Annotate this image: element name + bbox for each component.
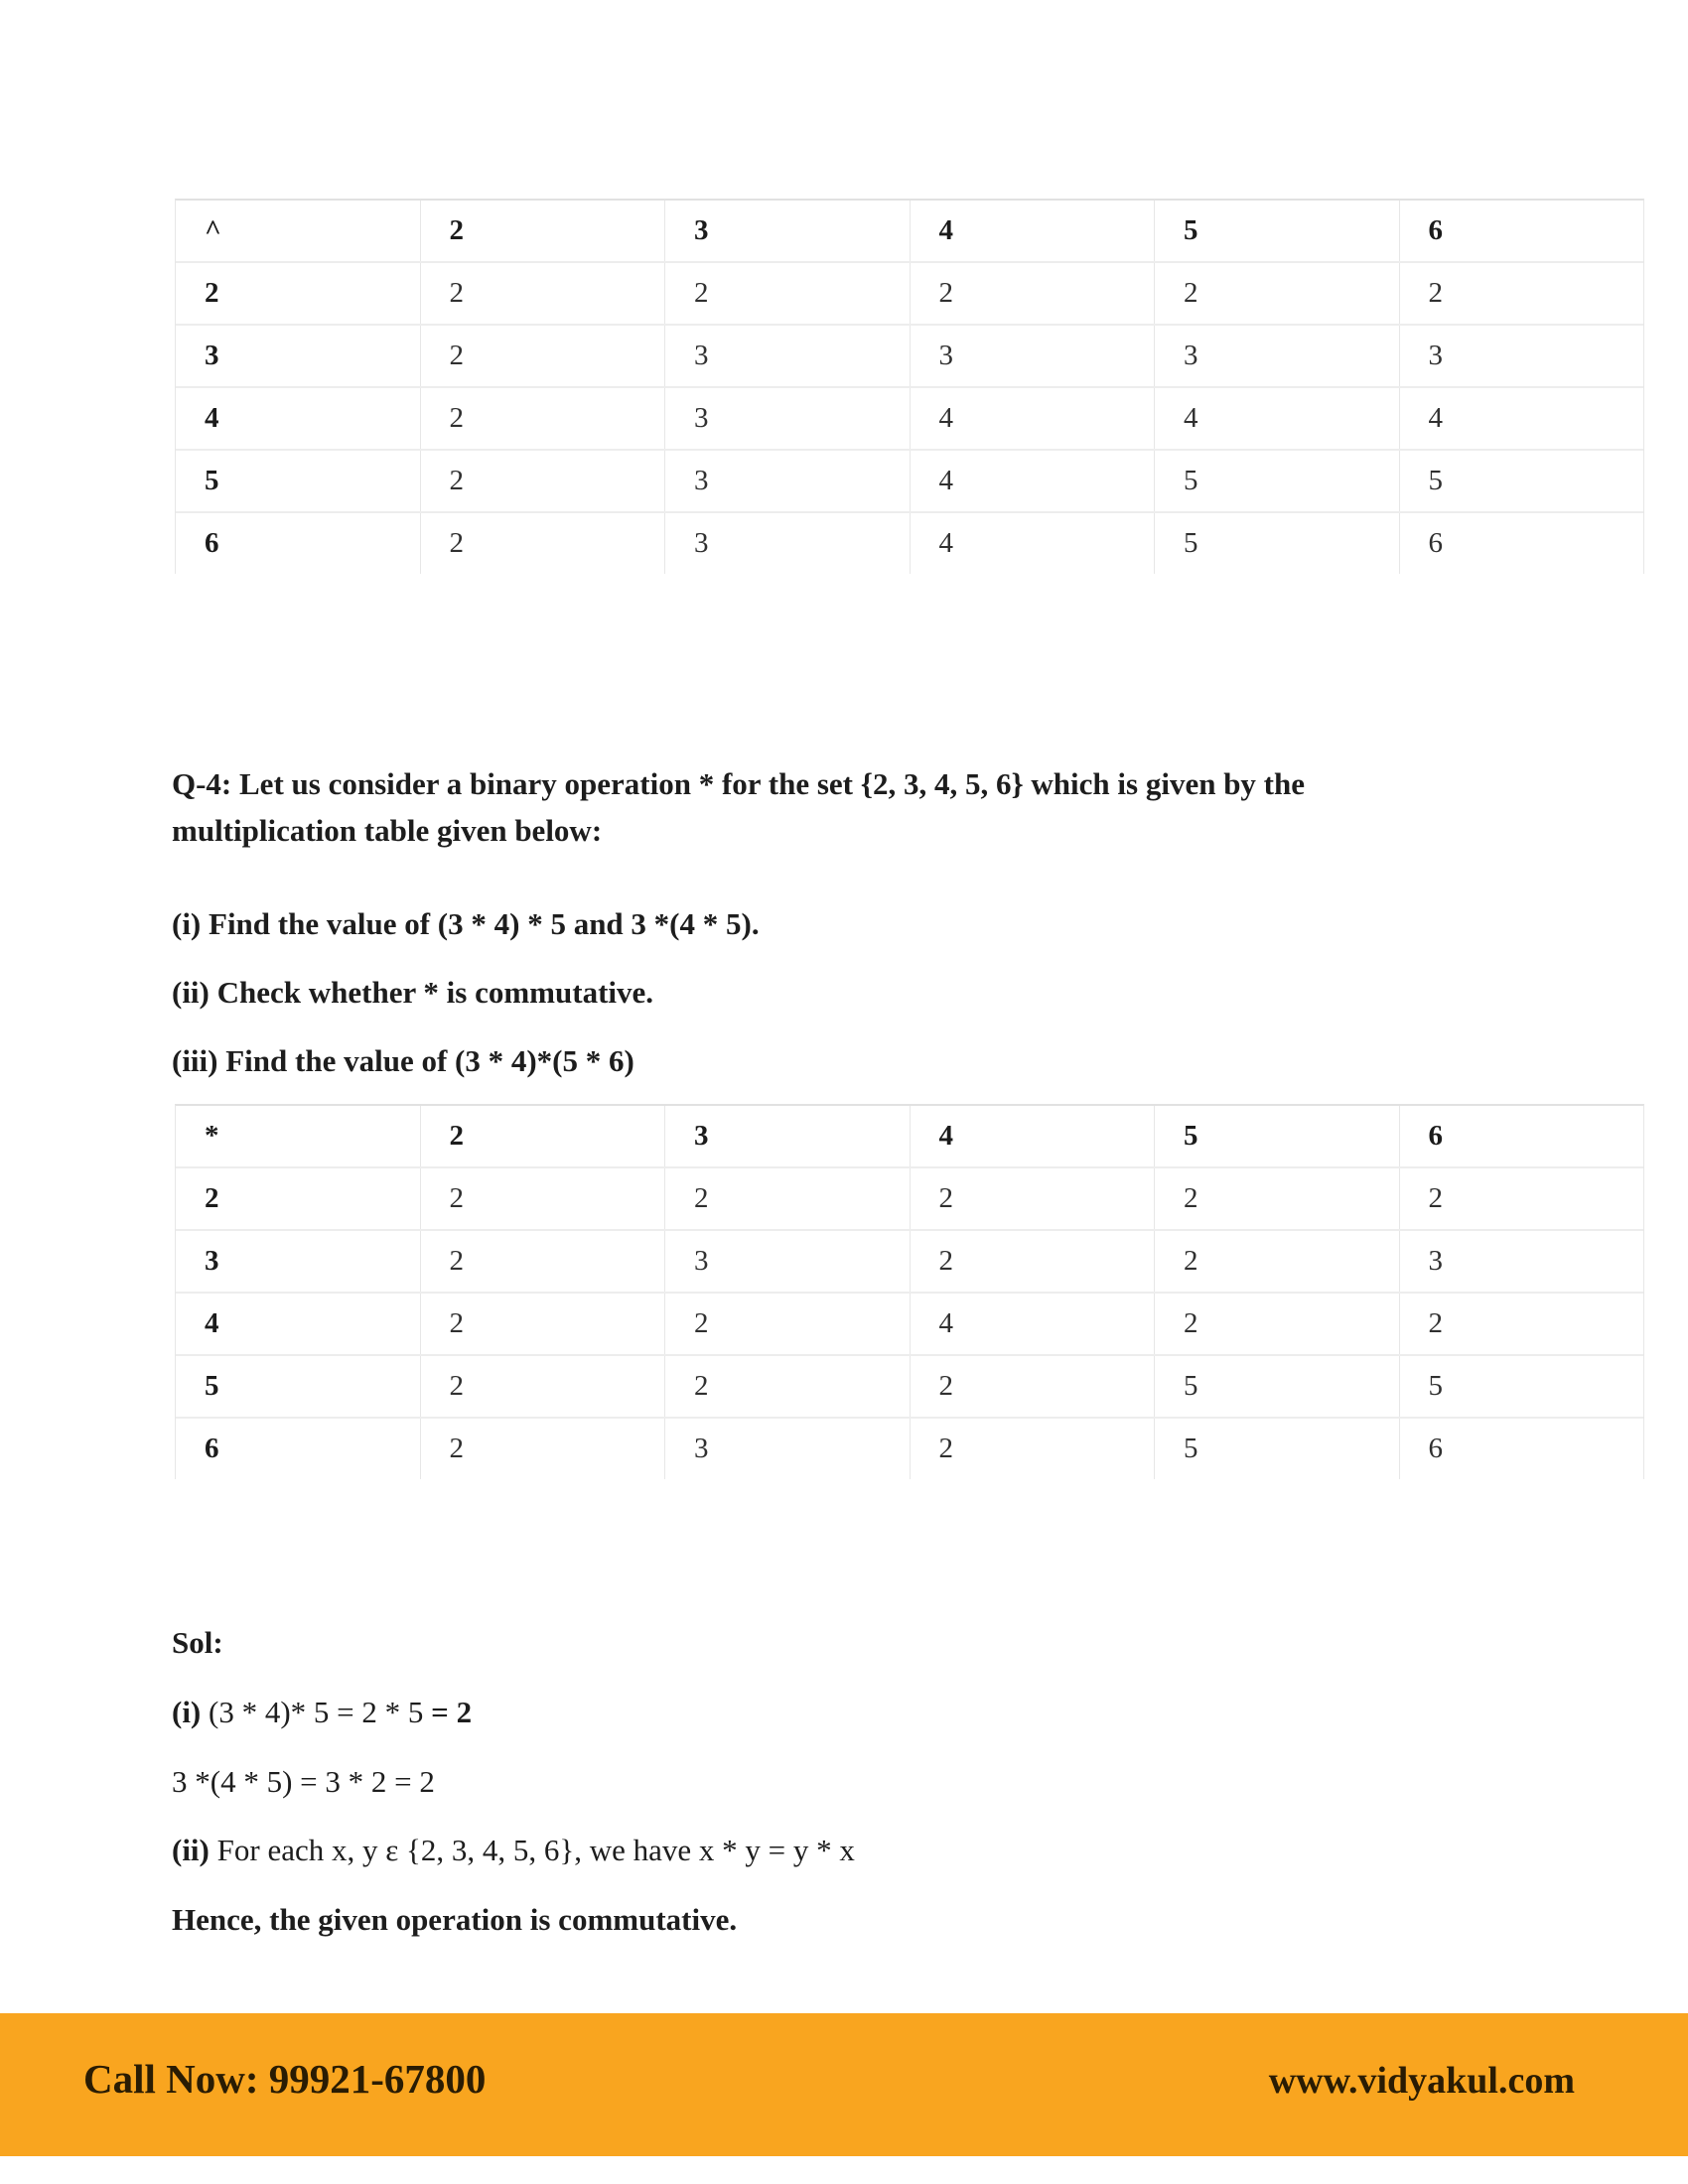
table-cell: 2 — [1428, 277, 1443, 309]
table-operator-cell: * — [176, 1106, 421, 1166]
table-cell: 2 — [1155, 1231, 1400, 1292]
table-cell: 3 — [1428, 1245, 1443, 1277]
solution-i-prefix: (i) — [172, 1695, 202, 1729]
table-row — [176, 326, 1643, 388]
table-col-header: 6 — [1428, 214, 1443, 246]
table-row — [176, 1231, 1643, 1294]
table-cell: 2 — [421, 1419, 666, 1479]
solution-i-result: = 2 — [431, 1695, 473, 1729]
table-cell: 2 — [911, 1231, 1156, 1292]
table-cell: 3 — [665, 451, 911, 511]
footer-bar — [0, 2013, 1688, 2156]
table-cell: 4 — [1428, 402, 1443, 434]
table-cell: 2 — [1428, 1307, 1443, 1339]
table-row — [176, 388, 1643, 451]
table-cell: 3 — [1428, 340, 1443, 371]
table-cell: 6 — [1428, 527, 1443, 559]
table-row-header: 6 — [176, 1419, 421, 1479]
table-cell: 2 — [421, 1356, 666, 1417]
table-cell: 5 — [1428, 465, 1443, 496]
question-text-line2: multiplication table given below: — [172, 813, 603, 848]
table-cell: 3 — [665, 1231, 911, 1292]
table-cell: 2 — [1155, 1294, 1400, 1354]
table-cell: 6 — [1428, 1433, 1443, 1464]
table-cell: 5 — [1155, 451, 1400, 511]
table-col-header: 5 — [1155, 201, 1400, 261]
table-cell: 2 — [421, 1294, 666, 1354]
solution-line-ii — [172, 1832, 855, 1868]
table-header-row — [176, 1106, 1643, 1168]
table-cell: 2 — [421, 1168, 666, 1229]
table-row-header: 2 — [176, 263, 421, 324]
solution-conclusion: Hence, the given operation is commutative. — [172, 1902, 738, 1937]
table-row-header: 5 — [176, 451, 421, 511]
table-cell: 2 — [911, 1168, 1156, 1229]
question-text-line1: Q-4: Let us consider a binary operation * for the set {2, 3, 4, 5, 6} which is given by the — [172, 766, 1306, 801]
table-row-header: 4 — [176, 1294, 421, 1354]
table-cell: 3 — [665, 326, 911, 386]
table-row — [176, 1356, 1643, 1419]
solution-label: Sol: — [172, 1625, 223, 1660]
table-cell: 2 — [911, 263, 1156, 324]
table-row-header: 3 — [176, 326, 421, 386]
table-row-header: 6 — [176, 513, 421, 574]
table-cell: 4 — [911, 451, 1156, 511]
table-cell: 2 — [665, 263, 911, 324]
table-cell: 2 — [665, 1168, 911, 1229]
table-row-header: 4 — [176, 388, 421, 449]
table-col-header: 4 — [911, 1106, 1156, 1166]
table-cell: 2 — [911, 1356, 1156, 1417]
table-cell: 3 — [665, 388, 911, 449]
table-cell: 2 — [1155, 263, 1400, 324]
table-cell: 5 — [1155, 1419, 1400, 1479]
table-header-row — [176, 201, 1643, 263]
solution-ii-body: For each x, y ε {2, 3, 4, 5, 6}, we have x * y = y * x — [209, 1833, 855, 1867]
table-row — [176, 513, 1643, 574]
table-cell: 3 — [665, 513, 911, 574]
footer-website-link: www.vidyakul.com — [1268, 2060, 1575, 2102]
table-col-header: 5 — [1155, 1106, 1400, 1166]
table-cell: 2 — [421, 388, 666, 449]
table-cell: 2 — [421, 263, 666, 324]
table-cell: 2 — [421, 513, 666, 574]
solution-i-body: (3 * 4)* 5 = 2 * 5 — [201, 1695, 432, 1729]
table-row-header: 3 — [176, 1231, 421, 1292]
table-cell: 2 — [1428, 1182, 1443, 1214]
table-cell: 2 — [911, 1419, 1156, 1479]
table-cell: 3 — [1155, 326, 1400, 386]
table-row-header: 2 — [176, 1168, 421, 1229]
table-cell: 2 — [421, 1231, 666, 1292]
table-row — [176, 451, 1643, 513]
table-cell: 5 — [1155, 1356, 1400, 1417]
table-cell: 5 — [1428, 1370, 1443, 1402]
table-row — [176, 1294, 1643, 1356]
operation-table-caret — [175, 199, 1644, 574]
table-col-header: 3 — [665, 1106, 911, 1166]
table-col-header: 6 — [1428, 1120, 1443, 1152]
table-cell: 2 — [665, 1294, 911, 1354]
table-cell: 2 — [421, 326, 666, 386]
table-row — [176, 1168, 1643, 1231]
table-cell: 2 — [665, 1356, 911, 1417]
operation-table-star — [175, 1104, 1644, 1479]
table-cell: 4 — [1155, 388, 1400, 449]
table-col-header: 3 — [665, 201, 911, 261]
table-cell: 3 — [911, 326, 1156, 386]
table-cell: 2 — [421, 451, 666, 511]
question-part-iii: (iii) Find the value of (3 * 4)*(5 * 6) — [172, 1043, 634, 1078]
footer-phone-label: Call Now: 99921-67800 — [83, 2056, 487, 2102]
solution-ii-prefix: (ii) — [172, 1833, 210, 1867]
table-row-header: 5 — [176, 1356, 421, 1417]
table-cell: 4 — [911, 1294, 1156, 1354]
table-cell: 5 — [1155, 513, 1400, 574]
table-row — [176, 1419, 1643, 1479]
table-row — [176, 263, 1643, 326]
table-operator-cell: ^ — [176, 201, 421, 261]
question-part-i: (i) Find the value of (3 * 4) * 5 and 3 *(4 * 5). — [172, 906, 760, 941]
table-col-header: 2 — [421, 1106, 666, 1166]
table-cell: 3 — [665, 1419, 911, 1479]
table-cell: 4 — [911, 513, 1156, 574]
question-part-ii: (ii) Check whether * is commutative. — [172, 975, 654, 1010]
table-col-header: 4 — [911, 201, 1156, 261]
table-cell: 2 — [1155, 1168, 1400, 1229]
solution-line-i2: 3 *(4 * 5) = 3 * 2 = 2 — [172, 1764, 435, 1799]
table-cell: 4 — [911, 388, 1156, 449]
table-col-header: 2 — [421, 201, 666, 261]
solution-line-i — [172, 1694, 472, 1730]
